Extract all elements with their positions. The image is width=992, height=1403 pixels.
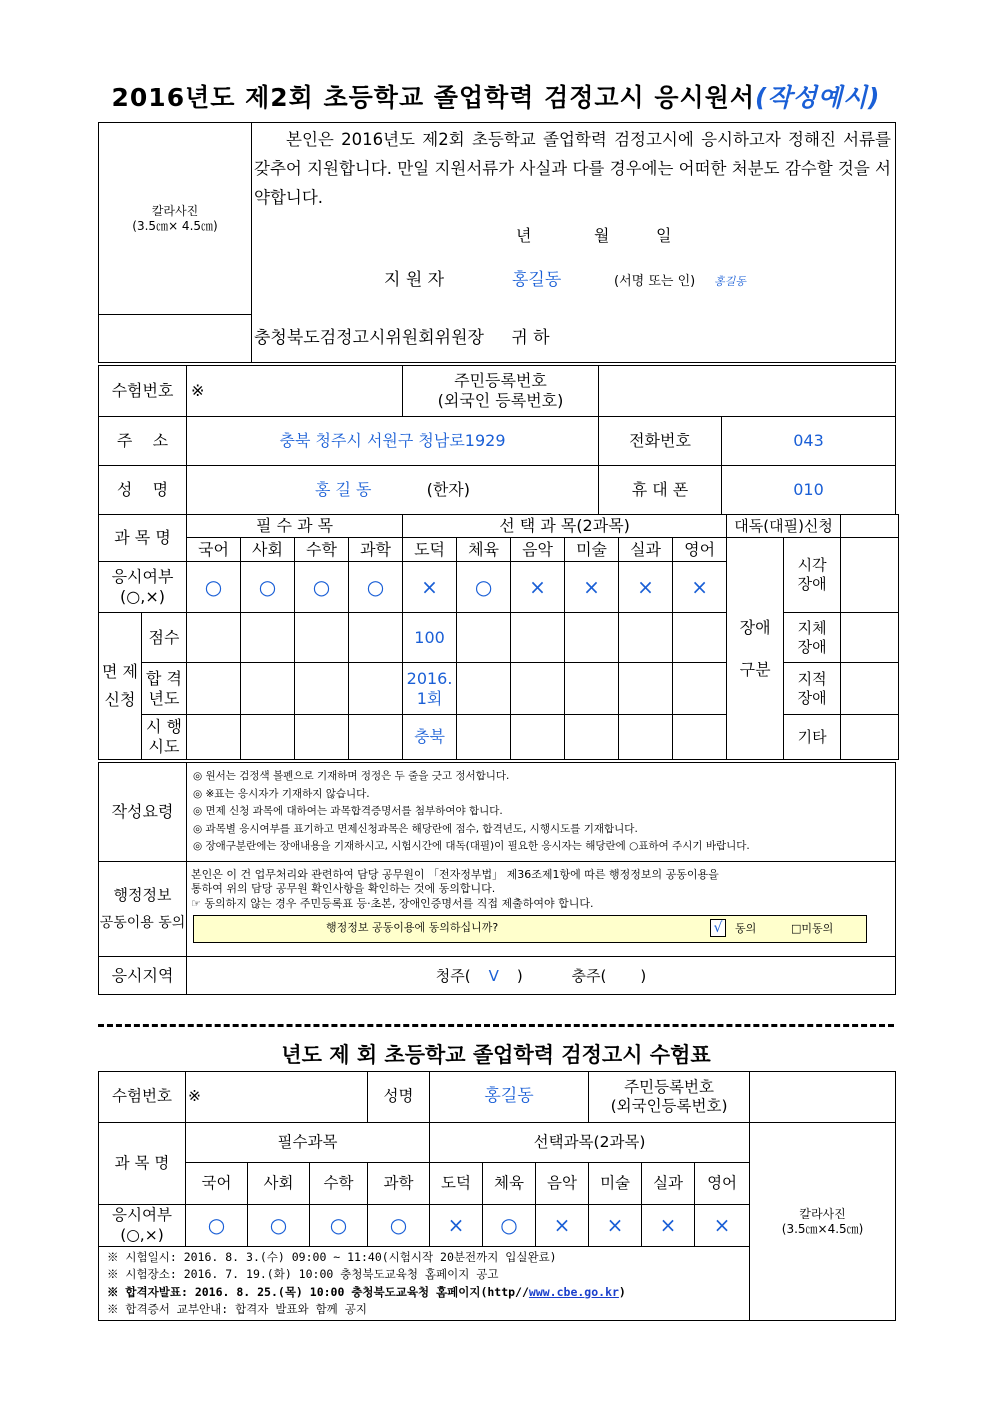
pass-cell[interactable] <box>457 663 511 715</box>
ticket-rrn-label: 주민등록번호 (외국인등록번호) <box>589 1072 750 1123</box>
ticket-exam-no-label: 수험번호 <box>99 1072 186 1123</box>
disability-label-line2: 구분 <box>739 659 771 679</box>
region-cell[interactable] <box>511 715 565 760</box>
disability-type: 시각 장애 <box>784 538 841 613</box>
document-title <box>0 78 992 114</box>
ticket-photo-size: (3.5㎝×4.5㎝) <box>781 1221 864 1236</box>
disability-check[interactable] <box>841 538 899 613</box>
address-value[interactable]: 충북 청주시 서원구 청남로1929 <box>187 417 599 466</box>
disability-check[interactable] <box>841 715 899 760</box>
note-item: ◎ ※표는 응시자가 기재하지 않습니다. <box>193 787 370 800</box>
score-cell[interactable] <box>673 613 727 663</box>
exam-region-options <box>187 957 896 995</box>
ticket-rrn-value[interactable] <box>750 1072 896 1123</box>
score-cell[interactable] <box>565 613 619 663</box>
apply-mark[interactable]: × <box>403 562 457 613</box>
ticket-name-value[interactable]: 홍길동 <box>430 1072 589 1123</box>
photo-box <box>99 123 252 315</box>
disability-type: 지적 장애 <box>784 663 841 715</box>
pass-cell[interactable] <box>187 663 241 715</box>
mobile-value[interactable]: 010 <box>722 466 896 515</box>
photo-box-lower <box>99 315 252 363</box>
apply-mark[interactable]: × <box>673 562 727 613</box>
region-cell[interactable] <box>187 715 241 760</box>
pass-cell[interactable] <box>511 663 565 715</box>
apply-mark[interactable]: ○ <box>457 562 511 613</box>
honorific: 귀 하 <box>511 327 550 348</box>
disability-label-line1: 장애 <box>739 617 771 637</box>
ticket-required-label: 필수과목 <box>186 1123 430 1163</box>
admin-text: 본인은 이 건 업무처리와 관련하여 담당 공무원이 「전자정부법」 제36조제1항에 따른 행정정보의 공동이용을 <box>191 868 719 881</box>
note-item: ◎ 과목별 응시여부를 표기하고 면제신청과목은 해당란에 점수, 합격년도, 시행시도를 기재합니다. <box>193 822 638 835</box>
subject-header: 음악 <box>511 538 565 562</box>
ticket-apply-mark[interactable]: ○ <box>186 1205 248 1247</box>
apply-mark[interactable]: × <box>565 562 619 613</box>
ticket-table <box>98 1071 896 1321</box>
name-value: 홍 길 동 <box>314 480 372 499</box>
region-cell[interactable] <box>241 715 295 760</box>
notes-list <box>187 763 896 862</box>
ticket-apply-mark[interactable]: × <box>430 1205 483 1247</box>
region-cell[interactable] <box>349 715 403 760</box>
disability-check[interactable] <box>841 663 899 715</box>
ticket-apply-mark[interactable]: ○ <box>483 1205 536 1247</box>
disability-type: 지체 장애 <box>784 613 841 663</box>
ticket-subject: 체육 <box>483 1163 536 1205</box>
subject-table <box>98 514 899 760</box>
exam-no-label: 수험번호 <box>99 366 187 417</box>
ticket-subject: 영어 <box>695 1163 750 1205</box>
sign-label: (서명 또는 인) <box>614 274 696 289</box>
apply-mark[interactable]: × <box>511 562 565 613</box>
score-label: 점수 <box>142 613 187 663</box>
subject-label: 과 목 명 <box>99 515 187 562</box>
consent-bar <box>193 915 867 943</box>
pass-cell[interactable] <box>673 663 727 715</box>
admin-consent <box>187 862 896 957</box>
rrn-value[interactable] <box>599 366 896 417</box>
cbe-link[interactable]: www.cbe.go.kr <box>528 1284 619 1299</box>
rrn-label-line2: (외국인 등록번호) <box>437 391 564 410</box>
agree-label: 동의 <box>735 922 757 935</box>
disagree-option[interactable]: □미동의 <box>791 922 834 935</box>
score-cell[interactable] <box>295 613 349 663</box>
ticket-subject: 국어 <box>186 1163 248 1205</box>
date-month: 월 <box>594 226 610 245</box>
ticket-photo-box <box>750 1123 896 1321</box>
score-cell[interactable] <box>511 613 565 663</box>
ticket-apply-label: 응시여부 (○,×) <box>99 1205 186 1247</box>
apply-mark[interactable]: ○ <box>241 562 295 613</box>
score-cell[interactable] <box>241 613 295 663</box>
score-cell[interactable] <box>349 613 403 663</box>
applicant-name: 홍길동 <box>512 270 562 290</box>
region-cell[interactable] <box>295 715 349 760</box>
admin-label: 행정정보 공동이용 동의 <box>99 862 187 957</box>
pass-cell[interactable] <box>565 663 619 715</box>
mobile-label: 휴 대 폰 <box>599 466 722 515</box>
ticket-subject: 음악 <box>536 1163 589 1205</box>
ticket-subject: 도덕 <box>430 1163 483 1205</box>
rrn-label <box>403 366 599 417</box>
score-cell[interactable] <box>187 613 241 663</box>
addressee: 충청북도검정고시위원회위원장 <box>254 327 484 348</box>
notes-label: 작성요령 <box>99 763 187 862</box>
applicant-label: 지 원 자 <box>384 270 445 290</box>
region-cell[interactable] <box>565 715 619 760</box>
region-value[interactable]: 충북 <box>403 715 457 760</box>
ticket-note-item: ※ 시험일시: 2016. 8. 3.(수) 09:00 ~ 11:40(시험시작 20분전까지 입실완료) <box>107 1249 557 1264</box>
ticket-subject: 수학 <box>310 1163 368 1205</box>
disability-check[interactable] <box>841 613 899 663</box>
exam-no-value[interactable]: ※ <box>187 366 403 417</box>
disability-label <box>727 538 784 760</box>
ticket-notes <box>99 1247 750 1321</box>
ticket-apply-mark[interactable]: ○ <box>310 1205 368 1247</box>
ticket-apply-mark[interactable]: × <box>589 1205 642 1247</box>
cheongju-option[interactable]: 청주( V ) <box>435 966 523 985</box>
pass-cell[interactable] <box>241 663 295 715</box>
title-example: (작성예시) <box>755 83 881 112</box>
pledge-table <box>98 122 896 363</box>
consent-question: 행정정보 공동이용에 동의하십니까? <box>326 921 499 934</box>
ticket-apply-mark[interactable]: × <box>536 1205 589 1247</box>
pass-year-label: 합 격 년도 <box>142 663 187 715</box>
score-value[interactable]: 100 <box>403 613 457 663</box>
phone-label: 전화번호 <box>599 417 722 466</box>
region-cell[interactable] <box>619 715 673 760</box>
agree-checkbox[interactable]: √ <box>710 919 726 937</box>
subject-header: 수학 <box>295 538 349 562</box>
photo-label: 칼라사진 <box>151 203 199 218</box>
ticket-title: 년도 제 회 초등학교 졸업학력 검정고시 수험표 <box>281 1043 711 1067</box>
pledge-text: 본인은 2016년도 제2회 초등학교 졸업학력 검정고시에 응시하고자 정해진 서류를 갖추어 지원합니다. 만일 지원서류가 사실과 다를 경우에는 어떠한 처분도 감수할 것을 서약합니다. <box>254 130 891 207</box>
subject-header: 사회 <box>241 538 295 562</box>
elective-label: 선 택 과 목(2과목) <box>403 515 727 538</box>
cheongju-mark: V <box>488 966 499 985</box>
subject-header: 과학 <box>349 538 403 562</box>
hanja-label: (한자) <box>426 480 471 499</box>
admin-text: ☞ 동의하지 않는 경우 주민등록표 등·초본, 장애인증명서를 직접 제출하여야 합니다. <box>191 897 594 910</box>
apply-mark[interactable]: × <box>619 562 673 613</box>
pass-value[interactable]: 2016. 1회 <box>403 663 457 715</box>
ticket-note-item: ※ 합격자발표: 2016. 8. 25.(목) 10:00 충청북도교육청 홈페이지(http//www.cbe.go.kr) <box>107 1284 626 1299</box>
ticket-apply-mark[interactable]: ○ <box>248 1205 310 1247</box>
notes-table <box>98 762 896 995</box>
apply-mark[interactable]: ○ <box>187 562 241 613</box>
ticket-subject: 사회 <box>248 1163 310 1205</box>
region-cell[interactable] <box>673 715 727 760</box>
photo-size: (3.5㎝× 4.5㎝) <box>132 218 218 233</box>
note-item: ◎ 장애구분란에는 장애내용을 기재하시고, 시험시간에 대독(대필)이 필요한 응시자는 해당란에 ○표하여 주시기 바랍니다. <box>193 840 750 853</box>
ticket-elective-label: 선택과목(2과목) <box>430 1123 750 1163</box>
exempt-label: 면 제 신청 <box>99 613 142 760</box>
phone-value[interactable]: 043 <box>722 417 896 466</box>
date-year: 년 <box>516 226 532 245</box>
subject-header: 국어 <box>187 538 241 562</box>
required-label: 필 수 과 목 <box>187 515 403 538</box>
ticket-apply-mark[interactable]: × <box>695 1205 750 1247</box>
note-item: ◎ 원서는 검정색 볼펜으로 기재하며 정정은 두 줄을 긋고 정서합니다. <box>193 770 510 783</box>
address-label: 주 소 <box>99 417 187 466</box>
apply-mark[interactable]: ○ <box>349 562 403 613</box>
chungju-option[interactable]: 충주( ) <box>571 966 647 985</box>
date-day: 일 <box>656 226 672 245</box>
name-cell[interactable] <box>187 466 599 515</box>
region-cell[interactable] <box>457 715 511 760</box>
proxy-label: 대독(대필)신청 <box>727 515 841 538</box>
pledge-area <box>252 123 896 315</box>
subject-header: 실과 <box>619 538 673 562</box>
ticket-apply-mark[interactable]: ○ <box>368 1205 430 1247</box>
ticket-apply-mark[interactable]: × <box>642 1205 695 1247</box>
ticket-exam-no-value[interactable]: ※ <box>186 1072 368 1123</box>
pass-cell[interactable] <box>349 663 403 715</box>
ticket-subject: 미술 <box>589 1163 642 1205</box>
title-main: 2016년도 제2회 초등학교 졸업학력 검정고시 응시원서 <box>111 83 756 112</box>
subject-header: 체육 <box>457 538 511 562</box>
score-cell[interactable] <box>619 613 673 663</box>
subject-header: 도덕 <box>403 538 457 562</box>
disability-type: 기타 <box>784 715 841 760</box>
addressee-cell <box>252 315 896 363</box>
ticket-name-label: 성명 <box>368 1072 430 1123</box>
apply-mark[interactable]: ○ <box>295 562 349 613</box>
cut-line <box>98 1024 894 1027</box>
pass-cell[interactable] <box>295 663 349 715</box>
rrn-label-line1: 주민등록번호 <box>454 371 547 390</box>
name-label: 성 명 <box>99 466 187 515</box>
note-item: ◎ 면제 신청 과목에 대하여는 과목합격증명서를 첨부하여야 합니다. <box>193 805 503 818</box>
subject-header: 미술 <box>565 538 619 562</box>
admin-text: 통하여 위의 담당 공무원 확인사항을 확인하는 것에 동의합니다. <box>191 882 496 895</box>
score-cell[interactable] <box>457 613 511 663</box>
ticket-note-item: ※ 시험장소: 2016. 7. 19.(화) 10:00 충청북도교육청 홈페이지 공고 <box>107 1267 499 1281</box>
proxy-blank <box>841 515 899 538</box>
ticket-subject: 실과 <box>642 1163 695 1205</box>
region-row-label: 시 행 시도 <box>142 715 187 760</box>
ticket-note-item: ※ 합격증서 교부안내: 합격자 발표와 함께 공지 <box>107 1302 367 1316</box>
apply-label: 응시여부 (○,×) <box>99 562 187 613</box>
exam-region-label: 응시지역 <box>99 957 187 995</box>
ticket-photo-label: 칼라사진 <box>799 1206 846 1221</box>
signature: 홍길동 <box>714 275 746 288</box>
info-table <box>98 365 896 515</box>
ticket-subject: 과학 <box>368 1163 430 1205</box>
pass-cell[interactable] <box>619 663 673 715</box>
subject-header: 영어 <box>673 538 727 562</box>
ticket-subject-label: 과 목 명 <box>99 1123 186 1205</box>
